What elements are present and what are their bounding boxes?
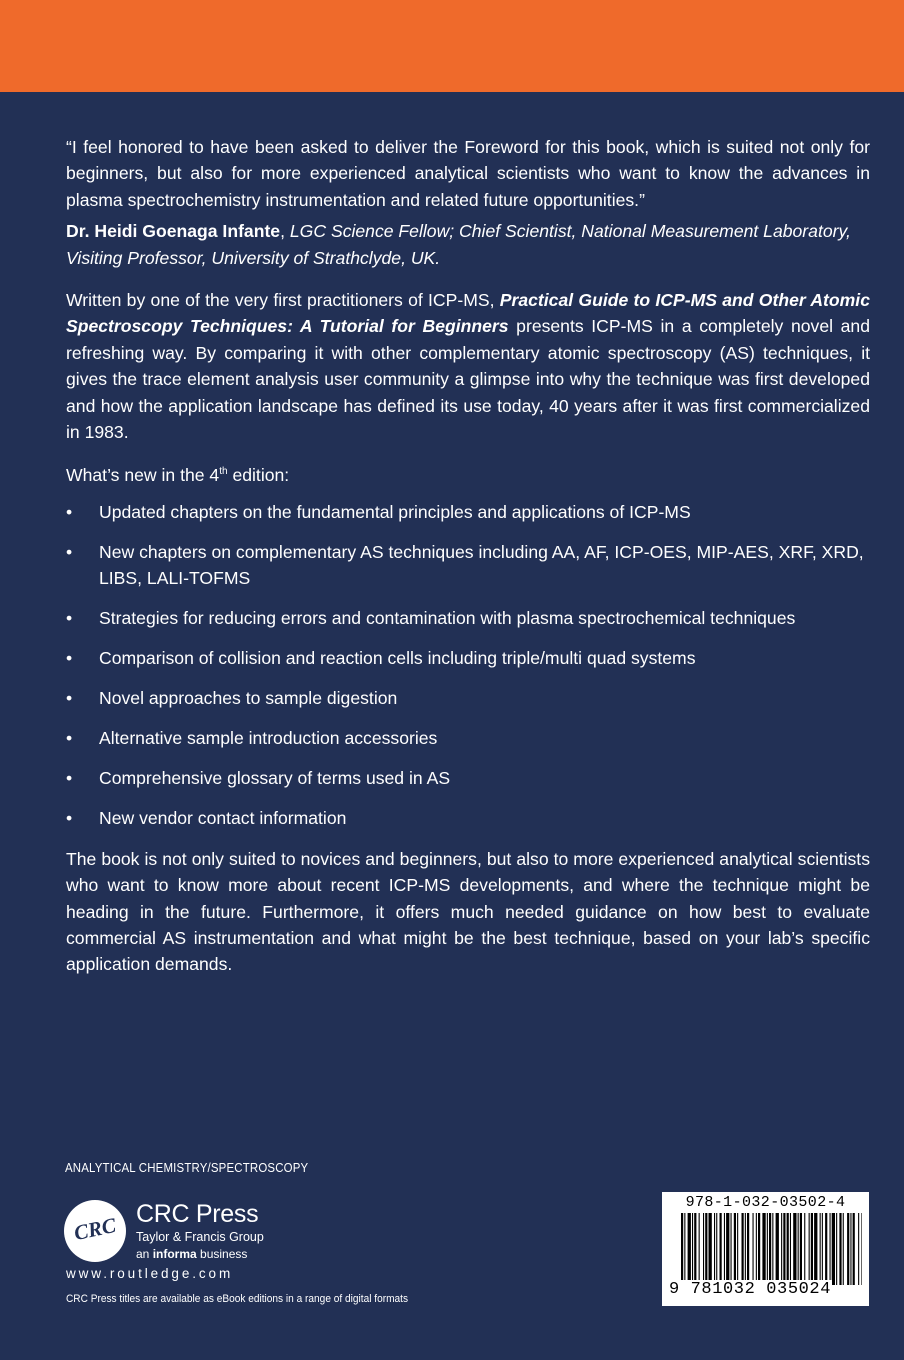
attribution-titles: LGC Science Fellow; Chief Scientist, National Measurement Laboratory, Visiting Professor, University of Strathclyde, UK.	[66, 221, 851, 268]
barcode-bars	[681, 1213, 862, 1285]
informa-tagline	[136, 1246, 247, 1262]
publisher-website: www.routledge.com	[66, 1266, 234, 1281]
isbn-bottom-text	[668, 1280, 868, 1299]
bullet-icon: •	[66, 688, 73, 709]
bullet-icon: •	[66, 501, 73, 522]
list-item-text: Strategies for reducing errors and contamination with plasma spectrochemical techniques	[99, 608, 796, 629]
edition-superscript: th	[219, 466, 228, 478]
whats-new-list	[66, 499, 870, 832]
list-item-text: Novel approaches to sample digestion	[99, 688, 398, 709]
list-item	[66, 805, 870, 831]
informa-suffix: business	[196, 1247, 248, 1261]
isbn-barcode	[662, 1192, 869, 1306]
whats-new-suffix: edition:	[227, 465, 290, 486]
bullet-icon: •	[66, 648, 73, 669]
attribution-separator: ,	[280, 221, 290, 242]
list-item-text: Comprehensive glossary of terms used in AS	[99, 768, 451, 789]
list-item-text: Alternative sample introduction accessories	[99, 728, 438, 749]
list-item	[66, 685, 870, 711]
bullet-icon: •	[66, 541, 73, 562]
cover-text	[66, 134, 870, 978]
list-item-text: Comparison of collision and reaction cells including triple/multi quad systems	[99, 648, 696, 669]
list-item-text: Updated chapters on the fundamental principles and applications of ICP-MS	[99, 501, 691, 522]
whats-new-prefix: What’s new in the 4	[66, 465, 220, 486]
orange-top-band	[0, 0, 904, 92]
crc-logo-icon	[64, 1200, 126, 1262]
ebook-note: CRC Press titles are available as eBook editions in a range of digital formats	[66, 1293, 409, 1305]
list-item	[66, 605, 870, 631]
intro-paragraph	[66, 287, 870, 445]
informa-word: informa	[152, 1247, 197, 1261]
informa-prefix: an	[136, 1247, 153, 1261]
bullet-icon: •	[66, 608, 73, 629]
bullet-icon: •	[66, 768, 73, 789]
closing-paragraph: The book is not only suited to novices and beginners, but also to more experienced analytical scientists who want to know more about recent ICP-MS developments, and where the technique might be heading in the future. Furthermore, it offers much needed guidance on how best to evaluate commercial AS instrumentation and what might be the best technique, based on your lab’s specific application demands.	[66, 848, 870, 975]
foreword-quote: “I feel honored to have been asked to deliver the Foreword for this book, which is suited not only for beginners, but also for more experienced analytical scientists who want to know the advances in plasma spectrochemistry instrumentation and related future opportunities.”	[66, 137, 870, 210]
intro-before: Written by one of the very first practitioners of ICP-MS,	[66, 290, 500, 311]
intro-after: presents ICP-MS in a completely novel and refreshing way. By comparing it with other complementary atomic spectroscopy (AS) techniques, it gives the trace element analysis user community a glimpse into why the technique was first developed and how the application landscape has defined its use today, 40 years after it was first commercialized in 1983.	[66, 316, 870, 443]
bullet-icon: •	[66, 728, 73, 749]
list-item-text: New vendor contact information	[99, 808, 347, 829]
list-item	[66, 499, 870, 525]
list-item	[66, 765, 870, 791]
attribution-name: Dr. Heidi Goenaga Infante	[66, 221, 281, 242]
bullet-icon: •	[66, 808, 73, 829]
publisher-name: CRC Press	[136, 1200, 259, 1228]
list-item-text: New chapters on complementary AS techniques including AA, AF, ICP-OES, MIP-AES, XRF, XRD, LIBS, LALI-TOFMS	[99, 541, 864, 589]
crc-press-logo	[64, 1200, 384, 1264]
subject-category: ANALYTICAL CHEMISTRY/SPECTROSCOPY	[65, 1160, 309, 1175]
book-title: Practical Guide to ICP-MS and Other Atomic Spectroscopy Techniques: A Tutorial for Beginners	[66, 290, 870, 337]
publisher-group: Taylor & Francis Group	[136, 1230, 264, 1244]
quote-attribution	[66, 218, 870, 271]
list-item	[66, 645, 870, 671]
isbn-digits: 9 781032 035024	[669, 1280, 832, 1299]
crc-logo-text: CRC	[71, 1212, 118, 1246]
isbn-top-text: 978-1-032-03502-4	[685, 1194, 846, 1211]
list-item	[66, 725, 870, 751]
list-item	[66, 539, 870, 592]
whats-new-heading	[66, 462, 870, 488]
